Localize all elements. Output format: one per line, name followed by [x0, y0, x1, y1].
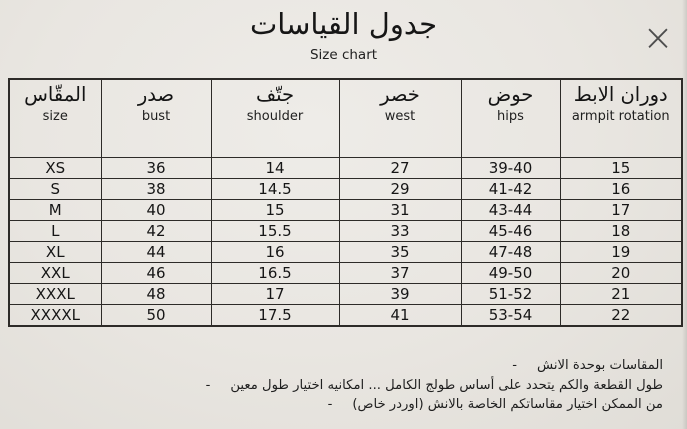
column-header-arabic: خصر: [380, 83, 420, 106]
column-header-english: armpit rotation: [571, 109, 670, 124]
table-row: [9, 158, 682, 179]
column-header-west: [339, 79, 461, 158]
measurement-cell: 38: [101, 179, 211, 200]
notes-list: [0, 356, 663, 415]
measurement-cell: 40: [101, 200, 211, 221]
measurement-cell: 50: [101, 305, 211, 327]
dialog-title-arabic: جدول القياسات: [249, 7, 438, 41]
size-label-cell: M: [9, 200, 101, 221]
column-header-size: [9, 79, 101, 158]
measurement-cell: 51-52: [461, 284, 560, 305]
measurement-cell: 53-54: [461, 305, 560, 327]
column-header-bust: [101, 79, 211, 158]
column-header-english: size: [42, 109, 68, 124]
measurement-cell: 14.5: [211, 179, 339, 200]
table-row: [9, 305, 682, 327]
measurement-cell: 36: [101, 158, 211, 179]
measurement-cell: 35: [339, 242, 461, 263]
measurement-cell: 42: [101, 221, 211, 242]
column-header-english: shoulder: [246, 109, 304, 124]
note-dash: -: [327, 397, 333, 412]
size-label-cell: L: [9, 221, 101, 242]
measurement-cell: 18: [560, 221, 682, 242]
table-row: [9, 242, 682, 263]
column-header-arabic: حوض: [487, 83, 534, 106]
measurement-cell: 15.5: [211, 221, 339, 242]
measurement-cell: 46: [101, 263, 211, 284]
measurement-cell: 41: [339, 305, 461, 327]
note-dash: -: [205, 377, 211, 393]
note-item: [0, 356, 663, 376]
column-header-armpit-rotation: [560, 79, 682, 158]
dialog-title-english: Size chart: [309, 47, 378, 63]
measurement-cell: 20: [560, 263, 682, 284]
size-label-cell: XS: [9, 158, 101, 179]
measurement-cell: 17.5: [211, 305, 339, 327]
table-header-row: [9, 79, 682, 158]
table-row: [9, 200, 682, 221]
measurement-cell: 31: [339, 200, 461, 221]
measurement-cell: 16: [560, 179, 682, 200]
measurement-cell: 47-48: [461, 242, 560, 263]
note-item: [0, 395, 663, 415]
measurement-cell: 49-50: [461, 263, 560, 284]
measurement-cell: 29: [339, 179, 461, 200]
measurement-cell: 43-44: [461, 200, 560, 221]
measurement-cell: 16.5: [211, 263, 339, 284]
size-label-cell: XXXXL: [9, 305, 101, 327]
measurement-cell: 33: [339, 221, 461, 242]
measurement-cell: 27: [339, 158, 461, 179]
table-row: [9, 263, 682, 284]
measurement-cell: 17: [560, 200, 682, 221]
table-row: [9, 221, 682, 242]
measurement-cell: 37: [339, 263, 461, 284]
measurement-cell: 19: [560, 242, 682, 263]
measurement-cell: 39: [339, 284, 461, 305]
table-row: [9, 284, 682, 305]
measurement-cell: 22: [560, 305, 682, 327]
size-label-cell: S: [9, 179, 101, 200]
column-header-english: hips: [497, 109, 524, 124]
measurement-cell: 48: [101, 284, 211, 305]
column-header-english: bust: [141, 109, 171, 124]
note-text: المقاسات بوحدة الانش: [537, 358, 663, 373]
column-header-arabic: جتّف: [255, 83, 295, 106]
measurement-cell: 44: [101, 242, 211, 263]
note-text: طول القطعة والكم يتحدد على أساس طولج الكامل ... امكانيه اختيار طول معين: [230, 377, 663, 393]
column-header-arabic: صدر: [137, 83, 175, 106]
measurement-cell: 45-46: [461, 221, 560, 242]
column-header-arabic: دوران الابط: [573, 83, 668, 106]
measurement-cell: 16: [211, 242, 339, 263]
column-header-arabic: المقّاس: [24, 83, 87, 106]
measurement-cell: 39-40: [461, 158, 560, 179]
size-label-cell: XXL: [9, 263, 101, 284]
column-header-hips: [461, 79, 560, 158]
size-label-cell: XXXL: [9, 284, 101, 305]
table-row: [9, 179, 682, 200]
size-label-cell: XL: [9, 242, 101, 263]
column-header-english: west: [384, 109, 416, 124]
measurement-cell: 21: [560, 284, 682, 305]
measurement-cell: 15: [211, 200, 339, 221]
measurement-cell: 17: [211, 284, 339, 305]
note-item: [0, 376, 663, 396]
note-dash: -: [512, 358, 517, 373]
column-header-shoulder: [211, 79, 339, 158]
note-text: من الممكن اختيار مقاساتكم الخاصة بالانش (اوردر خاص): [352, 397, 663, 412]
close-icon[interactable]: ×: [642, 16, 674, 59]
measurement-cell: 41-42: [461, 179, 560, 200]
measurement-cell: 15: [560, 158, 682, 179]
size-chart-table: [8, 78, 683, 327]
measurement-cell: 14: [211, 158, 339, 179]
